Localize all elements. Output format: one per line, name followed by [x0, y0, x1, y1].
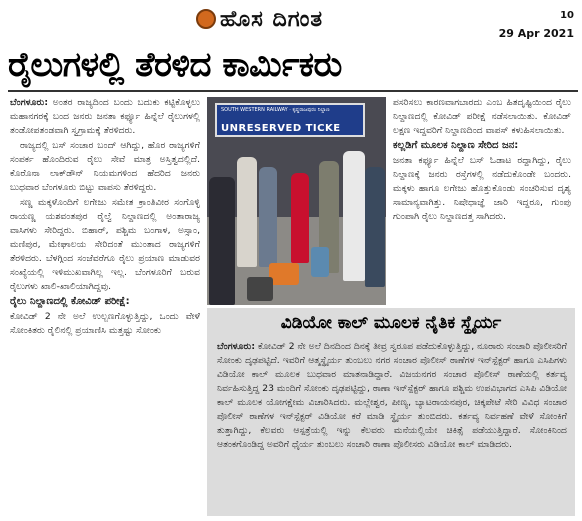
signboard-text: UNRESERVED TICKE: [221, 123, 341, 134]
luggage-bag: [311, 247, 329, 277]
dateline: ಬೆಂಗಳೂರು:: [217, 341, 255, 352]
article-right-column: [393, 96, 571, 310]
article-paragraph: ಸಣ್ಣ ಮಕ್ಕಳೊಂದಿಗೆ ಲಗೇಜು ಸಮೇತ ಕ್ರಾಂತಿವೀರ ಸಂಗೊಳ್ಳಿ ರಾಯಣ್ಣ ಯಶವಂತಪುರ ರೈಲ್ವೆ ನಿಲ್ದಾಣದಲ್ಲಿ ಅಂತಾರಾಜ್ಯ ವಾಸಿಗಳು ಸೇರಿದ್ದರು. ಬಿಹಾರ್, ಪಶ್ಚಿಮ ಬಂಗಾಳ, ಅಸ್ಸಾಂ, ಮಣಿಪುರ, ಮೇಘಾಲಯ ಸೇರಿದಂತೆ ಮುಂತಾದ ರಾಜ್ಯಗಳಿಗೆ ತೆರಳಿದರು. ಬೆಳಗ್ಗಿಂದ ಸಂಜೆವರೆಗೂ ರೈಲು ಪ್ರಯಾಣ ಮಾಡುವರ ಸಂಖ್ಯೆಯಲ್ಲಿ ಇಳಿಮುಖವಾಗಿಲ್ಲ ಇಲ್ಲ. ಬೆಂಗಳೂರಿಗೆ ಬರುವ ರೈಲುಗಳು ಖಾಲಿ-ಖಾಲಿಯಾಗಿದ್ದವು.: [10, 197, 200, 292]
luggage-bag: [269, 263, 299, 285]
logo-emblem-icon: [196, 9, 216, 29]
sidebar-body: [217, 340, 567, 512]
signboard-caption: SOUTH WESTERN RAILWAY · ಕೃಷ್ಣರಾಜಪುರಂ ನಿಲ್ದಾಣ: [221, 107, 330, 113]
article-paragraph: ರಾಜ್ಯದಲ್ಲಿ ಬಸ್ ಸಂಚಾರ ಬಂದ್ ಆಗಿದ್ದು, ಹೊರ ರಾಜ್ಯಗಳಿಗೆ ಸಂಪರ್ಕ ಹೊಂದಿರುವ ರೈಲು ಸೇವೆ ಮಾತ್ರ ಅಸ್ತಿತ್ವದಲ್ಲಿದೆ. ಕೊರೊನಾ ಲಾಕ್‌ಡೌನ್ ನಿಯಮಗಳಿಂದ ಹೆದರಿದ ಜನರು ಬುಧವಾರ ಬೆಂಗಳೂರು ಬಿಟ್ಟು ವಾಪಸು ತೆರಳಿದ್ದರು.: [10, 140, 200, 193]
article-paragraph: [10, 96, 200, 138]
article-paragraph: ಜನತಾ ಕರ್ಫ್ಯೂ ಹಿನ್ನೆಲೆ ಬಸ್ ಓಡಾಟ ರದ್ದಾಗಿದ್ದು, ರೈಲು ನಿಲ್ದಾಣಕ್ಕೆ ಜನರು ರಸ್ತೆಗಳಲ್ಲಿ ನಡೆದುಕೊಂಡೇ ಬಂದರು. ಮಕ್ಕಳು ಹಾಗೂ ಲಗೇಜು ಹೊತ್ತುಕೊಂಡು ಸಂಚರಿಸುವ ದೃಶ್ಯ ಸಾಮಾನ್ಯವಾಗಿತ್ತು. ನಿಷೇಧಾಜ್ಞೆ ಜಾರಿ ಇದ್ದರೂ, ಗುಂಪು ಗುಂಪಾಗಿ ರೈಲು ನಿಲ್ದಾಣದತ್ತ ಸಾಗಿದರು.: [393, 155, 571, 222]
passenger-figure: [291, 173, 309, 263]
publication-date: 29 Apr 2021: [498, 27, 574, 40]
article-paragraph: ಕೋವಿಡ್ 2 ನೇ ಅಲೆ ಉಲ್ಬಣಗೊಳ್ಳುತ್ತಿದ್ದು, ಒಂದು ವೇಳೆ ಸೋಂಕಿತರು ರೈಲಿನಲ್ಲಿ ಪ್ರಯಾಣಿಸಿ ಮತ್ತಷ್ಟು ಸೋಂಕು: [10, 311, 200, 336]
passenger-figure: [237, 157, 257, 267]
article-left-column: [10, 96, 200, 516]
paragraph-text: ಅಂತರ ರಾಜ್ಯದಿಂದ ಬಂದು ಬದುಕು ಕಟ್ಟಿಕೊಳ್ಳಲು ಮಹಾನಗರಕ್ಕೆ ಬಂದ ಜನರು ಜನತಾ ಕರ್ಫ್ಯೂ ಹಿನ್ನೆಲೆ ರೈಲುಗಳಲ್ಲಿ ತಂಡೋಪತಂಡವಾಗಿ ಸ್ವಗ್ರಾಮಕ್ಕೆ ತೆರಳಿದರು.: [10, 97, 200, 136]
newspaper-logo: [196, 6, 323, 32]
passenger-figure: [365, 167, 385, 287]
page-number: 10: [560, 10, 574, 21]
luggage-bag: [247, 277, 273, 301]
article-paragraph: ಪಸರಿಸಲು ಕಾರಣವಾಗಬಾರದು ಎಂಬ ಹಿತದೃಷ್ಟಿಯಿಂದ ರೈಲು ನಿಲ್ದಾಣದಲ್ಲಿ ಕೋವಿಡ್ ಪರೀಕ್ಷೆ ನಡೆಸಲಾಯಿತು. ಕೋವಿಡ್ ಲಕ್ಷಣ ಇದ್ದವರಿಗೆ ನಿಲ್ದಾಣದಿಂದ ವಾಪಸ್ ಕಳುಹಿಸಲಾಯಿತು.: [393, 97, 571, 136]
masthead: [0, 0, 582, 42]
passenger-figure: [209, 177, 235, 305]
sidebar-paragraph: ಕೋವಿಡ್ 2 ನೇ ಅಲೆ ದಿನದಿಂದ ದಿನಕ್ಕೆ ತೀವ್ರ ಸ್ವರೂಪ ಪಡೆದುಕೊಳ್ಳುತ್ತಿದ್ದು, ನೂರಾರು ಸಂಚಾರಿ ಪೊಲೀಸರಿಗೆ ಸೋಂಕು ದೃಢಪಟ್ಟಿದೆ. ಇವರಿಗೆ ಆತ್ಮಸ್ಥೈರ್ಯ ತುಂಬಲು ನಗರ ಸಂಚಾರ ಪೊಲೀಸ್ ಠಾಣೆಗಳ ಇನ್‌ಸ್ಪೆಕ್ಟರ್ ಹಾಗೂ ಎಸಿಪಿಗಳು ವಿಡಿಯೋ ಕಾಲ್ ಮೂಲಕ ಬುಧವಾರ ಮಾತನಾಡಿದ್ದಾರೆ. ವಿಜಯನಗರ ಸಂಚಾರ ಪೊಲೀಸ್ ಠಾಣೆಯಲ್ಲಿ ಕರ್ತವ್ಯ ನಿರ್ವಹಿಸುತ್ತಿದ್ದ 23 ಮಂದಿಗೆ ಸೋಂಕು ದೃಢಪಟ್ಟಿದ್ದು, ಠಾಣಾ ಇನ್‌ಸ್ಪೆಕ್ಟರ್ ಹಾಗೂ ಪಶ್ಚಿಮ ಉಪವಿಭಾಗದ ಎಸಿಪಿ ವಿಡಿಯೋ ಕಾಲ್ ಮೂಲಕ ಯೋಗಕ್ಷೇಮ ವಿಚಾರಿಸಿದರು. ಮಲ್ಲೇಶ್ವರ, ಪೀಣ್ಯ, ಬ್ಯಾಟರಾಯನಪುರ, ಚಿಕ್ಕಪೇಟೆ ಸೇರಿ ವಿವಿಧ ಸಂಚಾರ ಪೊಲೀಸ್ ಠಾಣೆಗಳ ಇನ್‌ಸ್ಪೆಕ್ಟರ್ ವಿಡಿಯೋ ಕರೆ ಮಾಡಿ ಸ್ಥೈರ್ಯ ತುಂಬಿದರು. ಕರ್ತವ್ಯ ನಿರ್ವಹಣೆ ವೇಳೆ ಸೋಂಕಿಗೆ ತುತ್ತಾಗಿದ್ದು, ಕೆಲವರು ಆಸ್ಪತ್ರೆಯಲ್ಲಿ ಇನ್ನು ಕೆಲವರು ಮನೆಯಲ್ಲಿಯೇ ಚಿಕಿತ್ಸೆ ಪಡೆಯುತ್ತಿದ್ದಾರೆ. ಸೋಂಕಿನಿಂದ ಆತಂಕಗೊಂಡಿದ್ದ ಅವರಿಗೆ ಧೈರ್ಯ ತುಂಬಲು ಸಂಚಾರಿ ಠಾಣಾ ಪೊಲೀಸರು ವಿಡಿಯೋ ಕಾಲ್ ಮಾಡಿದರು.: [217, 341, 567, 450]
news-photo-railway-station: [207, 97, 386, 305]
section-subhead: ರೈಲು ನಿಲ್ದಾಣದಲ್ಲಿ ಕೋವಿಡ್ ಪರೀಕ್ಷೆ:: [10, 296, 130, 307]
sidebar-story-box: [207, 308, 575, 516]
sidebar-title: ವಿಡಿಯೋ ಕಾಲ್ ಮೂಲಕ ನೈತಿಕ ಸ್ಥೈರ್ಯ: [280, 313, 502, 333]
passenger-figure: [259, 167, 277, 267]
dateline: ಬೆಂಗಳೂರು:: [10, 97, 48, 108]
station-signboard: [215, 103, 365, 137]
section-subhead: ಕಲ್ಲಡಿಗೆ ಮೂಲಕ ನಿಲ್ದಾಣ ಸೇರಿದ ಜನ:: [393, 140, 519, 151]
passenger-figure: [343, 151, 365, 281]
page-title: ರೈಲುಗಳಲ್ಲಿ ತೆರಳಿದ ಕಾರ್ಮಿಕರು: [8, 45, 342, 85]
headline-divider: [8, 90, 578, 92]
logo-text: ಹೊಸ ದಿಗಂತ: [220, 6, 324, 32]
